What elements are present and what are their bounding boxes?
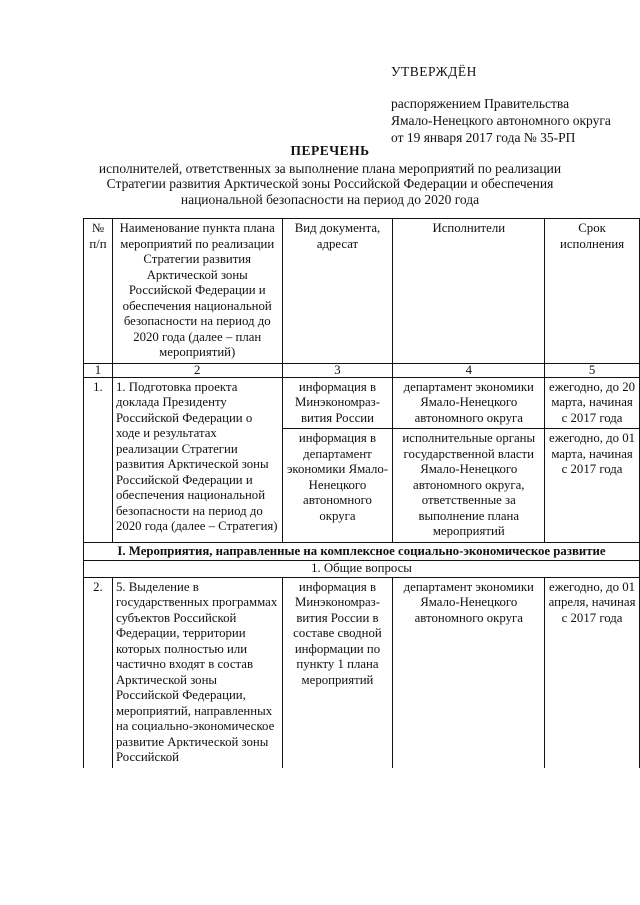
table-header-row bbox=[84, 219, 640, 364]
column-number: 4 bbox=[393, 363, 545, 377]
column-numbers-row bbox=[84, 363, 640, 377]
deadline: ежегодно, до 20 марта, начиная с 2017 года bbox=[545, 377, 640, 429]
executors: департамент экономики Ямало-Ненецкого автономного округа bbox=[393, 577, 545, 768]
executors-table bbox=[83, 218, 640, 768]
doc-type: информация в Минэкономраз-вития России bbox=[282, 377, 393, 429]
table-row bbox=[84, 377, 640, 429]
column-number: 1 bbox=[84, 363, 113, 377]
header-executors: Исполнители bbox=[393, 219, 545, 364]
row-number: 2. bbox=[84, 577, 113, 768]
executors: исполнительные органы государственной власти Ямало-Ненецкого автономного округа, ответственные за выполнение плана мероприятий bbox=[393, 429, 545, 543]
executors: департамент экономики Ямало-Ненецкого автономного округа bbox=[393, 377, 545, 429]
approval-line: распоряжением Правительства bbox=[391, 96, 570, 111]
subtitle-line: национальной безопасности на период до 2020 года bbox=[180, 191, 480, 207]
deadline: ежегодно, до 01 апреля, начиная с 2017 года bbox=[545, 577, 640, 768]
approval-line: Ямало-Ненецкого автономного округа bbox=[391, 113, 611, 128]
document-title: ПЕРЕЧЕНЬ bbox=[290, 143, 370, 158]
subsection-title: 1. Общие вопросы bbox=[84, 561, 640, 578]
column-number: 2 bbox=[112, 363, 282, 377]
approval-title: УТВЕРЖДЁН bbox=[391, 64, 477, 79]
column-number: 3 bbox=[282, 363, 393, 377]
approval-block bbox=[391, 63, 611, 146]
row-number: 1. bbox=[84, 377, 113, 542]
column-number: 5 bbox=[545, 363, 640, 377]
subsection-row bbox=[84, 561, 640, 578]
doc-type: информация в Минэкономраз-вития России в составе сводной информации по пункту 1 плана мероприятий bbox=[282, 577, 393, 768]
deadline: ежегодно, до 01 марта, начиная с 2017 года bbox=[545, 429, 640, 543]
approval-line: от 19 января 2017 года № 35-РП bbox=[391, 130, 576, 145]
header-term: Срок исполнения bbox=[545, 219, 640, 364]
section-title: I. Мероприятия, направленные на комплексное социально-экономическое развитие bbox=[84, 542, 640, 561]
section-row bbox=[84, 542, 640, 561]
header-num: № п/п bbox=[84, 219, 113, 364]
document-heading bbox=[60, 143, 600, 207]
item-name: 5. Выделение в государственных программах субъектов Российской Федерации, территории которых полностью или частично входят в состав Арктической зоны Российской Федерации, мероприятий, направленных на социально-экономическое развитие Арктической зоны Российской bbox=[112, 577, 282, 768]
table-row bbox=[84, 577, 640, 768]
header-name: Наименование пункта плана мероприятий по реализации Стратегии развития Арктической зоны Российской Федерации и обеспечения национальной безопасности на период до 2020 года (далее – план мероприятий) bbox=[112, 219, 282, 364]
item-name: 1. Подготовка проекта доклада Президенту Российской Федерации о ходе и результатах реализации Стратегии развития Арктической зоны Российской Федерации и обеспечения национальной безопасности на период до 2020 года (далее – Стратегия) bbox=[112, 377, 282, 542]
doc-type: информация в департамент экономики Ямало-Ненецкого автономного округа bbox=[282, 429, 393, 543]
header-doc: Вид документа, адресат bbox=[282, 219, 393, 364]
subtitle-line: исполнителей, ответственных за выполнение плана мероприятий по реализации bbox=[98, 160, 562, 176]
subtitle-line: Стратегии развития Арктической зоны Российской Федерации и обеспечения bbox=[106, 176, 554, 191]
